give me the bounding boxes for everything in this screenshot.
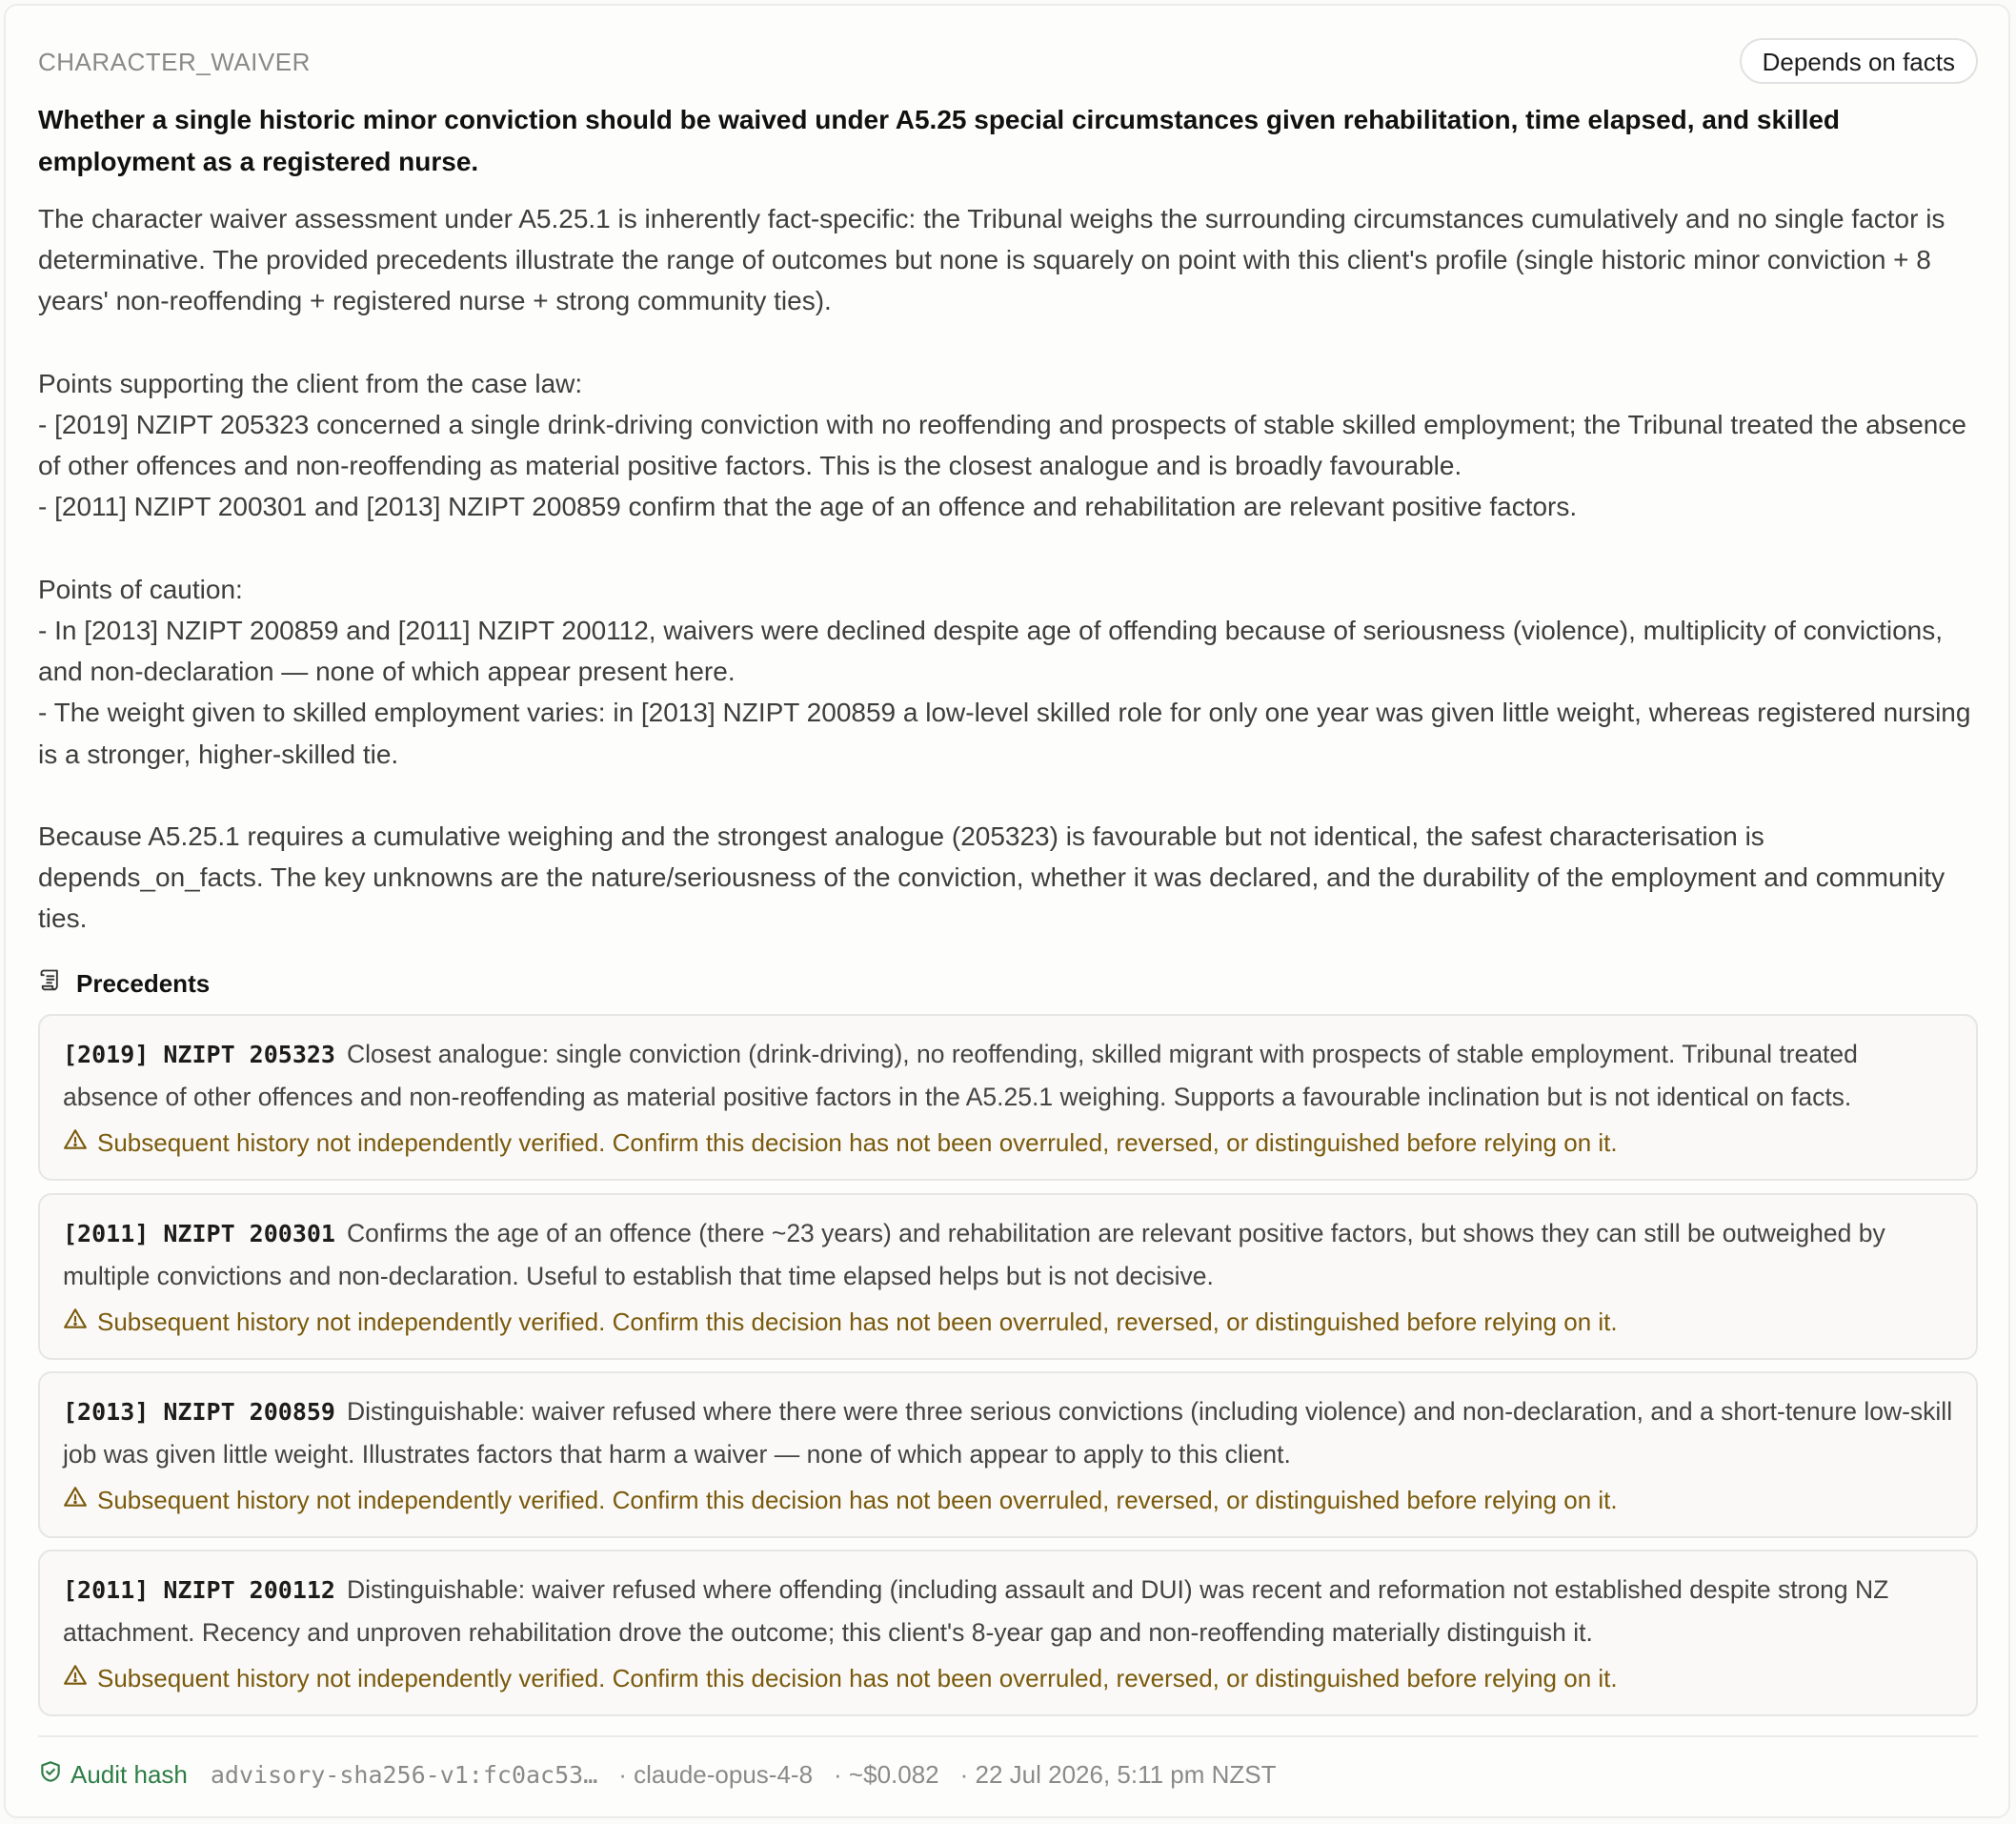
precedent-card bbox=[38, 1193, 1978, 1360]
issue-question: Whether a single historic minor conviction should be waived under A5.25 special circumstances given rehabilitation, time elapsed, and skilled employment as a registered nurse. bbox=[38, 105, 1841, 176]
timestamp: · 22 Jul 2026, 5:11 pm NZST bbox=[959, 1759, 1277, 1789]
precedent-citation: [2011] NZIPT 200112 bbox=[63, 1576, 335, 1604]
scroll-icon bbox=[38, 967, 65, 1001]
warning-text: Subsequent history not independently verified. Confirm this decision has not been overruled, reversed, or distinguished before relying on it. bbox=[97, 1127, 1618, 1157]
footer-divider bbox=[38, 1735, 1978, 1737]
precedent-warning bbox=[63, 1303, 1953, 1341]
precedent-citation: [2011] NZIPT 200301 bbox=[63, 1220, 335, 1247]
precedent-summary: Confirms the age of an offence (there ~23 years) and rehabilitation are relevant positive factors, but shows they can still be outweighed by multiple convictions and non-declaration. Useful to establish that time elapsed helps but is not decisive. bbox=[63, 1219, 1885, 1290]
precedents-heading bbox=[38, 964, 210, 1003]
precedent-body bbox=[63, 1390, 1953, 1475]
precedent-summary: Distinguishable: waiver refused where offending (including assault and DUI) was recent and reformation not established despite strong NZ attachment. Recency and unproven rehabilitation drove the outcome; this client's 8-year gap and non-reoffending materially distinguish it. bbox=[63, 1575, 1889, 1647]
warning-text: Subsequent history not independently verified. Confirm this decision has not been overruled, reversed, or distinguished before relying on it. bbox=[97, 1663, 1618, 1692]
precedent-summary: Distinguishable: waiver refused where there were three serious convictions (including violence) and non-declaration, and a short-tenure low-skill job was given little weight. Illustrates factors that harm a waiver — none of which appear to apply to this client. bbox=[63, 1397, 1953, 1469]
precedent-body bbox=[63, 1569, 1953, 1653]
advisory-card-content bbox=[34, 6, 1978, 1816]
precedent-citation: [2013] NZIPT 200859 bbox=[63, 1398, 335, 1426]
analysis-text: The character waiver assessment under A5.25.1 is inherently fact-specific: the Tribunal weighs the surrounding circumstances cumulatively and no single factor is determinative. The provided precedents illustrate the range of outcomes but none is squarely on point with this client's profile (single historic minor conviction + 8 years' non-reoffending + registered nurse + strong community ties). Points supporting the client from the case law: - [2019] NZIPT 205323 concerned a single drink-driving conviction with no reoffending and prospects of stable skilled employment; the Tribunal treated the absence of other offences and non-reoffending as material positive factors. This is the closest analogue and is broadly favourable. - [2011] NZIPT 200301 and [2013] NZIPT 200859 confirm that the age of an offence and rehabilitation are relevant positive factors. Points of caution: - In [2013] NZIPT 200859 and [2011] NZIPT 200112, waivers were declined despite age of offending because of seriousness (violence), multiplicity of convictions, and non-declaration — none of which appear present here. - The weight given to skilled employment varies: in [2013] NZIPT 200859 a low-level skilled role for only one year was given little weight, whereas registered nursing is a stronger, higher-skilled tie. Because A5.25.1 requires a cumulative weighing and the strongest analogue (205323) is favourable but not identical, the safest characterisation is depends_on_facts. The key unknowns are the nature/seriousness of the conviction, whether it was declared, and the durability of the employment and community ties. bbox=[38, 204, 1971, 934]
precedent-card bbox=[38, 1550, 1978, 1716]
precedents-title: Precedents bbox=[76, 968, 211, 998]
audit-footer bbox=[38, 1755, 1978, 1794]
advisory-card bbox=[4, 4, 2010, 1818]
precedent-citation: [2019] NZIPT 205323 bbox=[63, 1041, 335, 1068]
model-name: · claude-opus-4-8 bbox=[618, 1759, 814, 1789]
precedent-warning bbox=[63, 1659, 1953, 1697]
shield-check-icon bbox=[38, 1759, 63, 1791]
precedent-warning bbox=[63, 1481, 1953, 1519]
precedent-card bbox=[38, 1014, 1978, 1181]
cost-estimate: · ~$0.082 bbox=[834, 1759, 939, 1789]
precedent-card bbox=[38, 1371, 1978, 1538]
audit-hash-label: Audit hash bbox=[71, 1759, 188, 1789]
verdict-badge: Depends on facts bbox=[1740, 38, 1978, 84]
warning-icon bbox=[63, 1127, 88, 1159]
warning-icon bbox=[63, 1485, 88, 1516]
warning-icon bbox=[63, 1307, 88, 1338]
warning-text: Subsequent history not independently verified. Confirm this decision has not been overruled, reversed, or distinguished before relying on it. bbox=[97, 1485, 1618, 1514]
warning-text: Subsequent history not independently verified. Confirm this decision has not been overruled, reversed, or distinguished before relying on it. bbox=[97, 1307, 1618, 1336]
audit-hash-link[interactable] bbox=[38, 1759, 188, 1791]
precedent-body bbox=[63, 1033, 1953, 1118]
issue-category: CHARACTER_WAIVER bbox=[38, 48, 311, 76]
precedent-body bbox=[63, 1212, 1953, 1297]
precedent-summary: Closest analogue: single conviction (drink-driving), no reoffending, skilled migrant with prospects of stable employment. Tribunal treated absence of other offences and non-reoffending as material positive factors in the A5.25.1 weighing. Supports a favourable inclination but is not identical on facts. bbox=[63, 1040, 1858, 1111]
precedent-warning bbox=[63, 1124, 1953, 1162]
warning-icon bbox=[63, 1663, 88, 1694]
audit-hash-value: advisory-sha256-v1:fc0ac53… bbox=[210, 1760, 598, 1789]
